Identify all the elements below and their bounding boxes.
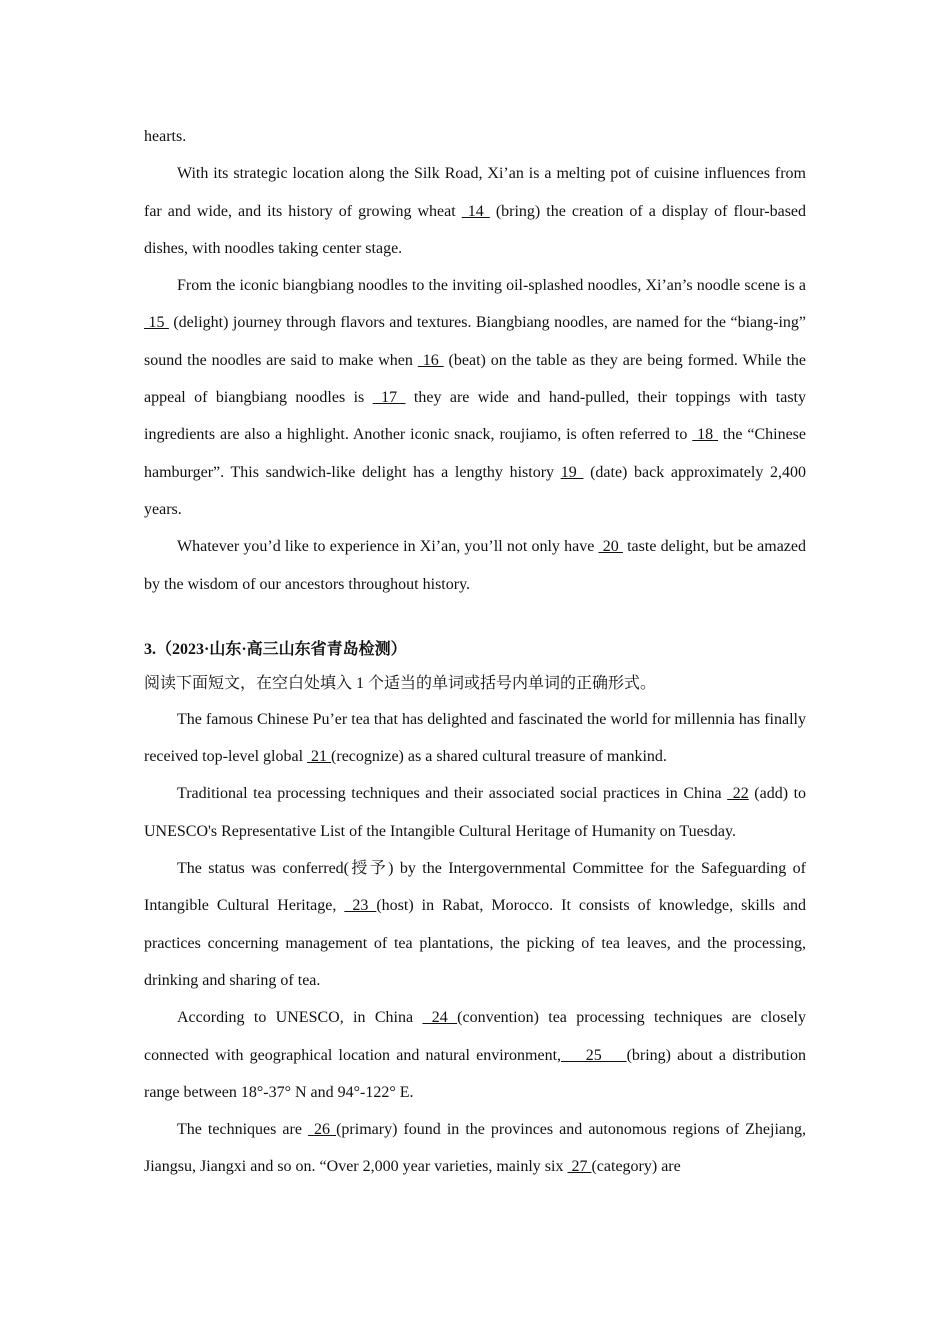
paragraph-geography bbox=[144, 999, 806, 1111]
blank-19[interactable]: 19 bbox=[560, 463, 584, 481]
blank-15[interactable]: 15 bbox=[144, 314, 169, 332]
text: the “Chinese hamburger”. This sandwich-like delight has a lengthy history bbox=[144, 426, 806, 481]
blank-26[interactable]: 26 bbox=[307, 1121, 337, 1139]
text: The techniques are bbox=[177, 1121, 308, 1139]
blank-27[interactable]: 27 bbox=[567, 1158, 592, 1176]
text: With its strategic location along the Silk Road, Xi’an is a melting pot of cuisine influences from far and wide, and its history of growing wheat bbox=[144, 165, 806, 220]
blank-18[interactable]: 18 bbox=[692, 426, 719, 444]
text: The famous Chinese Pu’er tea that has delighted and fascinated the world for millennia has finally received top-level global bbox=[144, 710, 806, 766]
blank-16[interactable]: 16 bbox=[417, 351, 444, 369]
text: (date) back approximately 2,400 years. bbox=[144, 463, 807, 518]
text: (recognize) as a shared cultural treasure of mankind. bbox=[331, 748, 667, 766]
text: they are wide and hand-pulled, their toppings with tasty ingredients are also a highlight. Another iconic snack, roujiamo, is often referred to bbox=[144, 389, 806, 444]
blank-24[interactable]: 24 bbox=[422, 1009, 458, 1027]
text: (bring) about a distribution range between 18°-37° N and 94°-122° E. bbox=[144, 1046, 807, 1101]
blank-21[interactable]: 21 bbox=[307, 748, 332, 766]
paragraph-silk-road bbox=[144, 155, 806, 267]
text: The status was conferred(授予) by the Intergovernmental Committee for the Safeguarding of Intangible Cultural Heritage, bbox=[144, 860, 806, 915]
paragraph-committee bbox=[144, 850, 806, 999]
text: From the iconic biangbiang noodles to the inviting oil-splashed noodles, Xi’an’s noodle scene is a bbox=[177, 277, 806, 295]
text: taste delight, but be amazed by the wisdom of our ancestors throughout history. bbox=[144, 538, 807, 593]
text: (convention) tea processing techniques are closely connected with geographical location and natural environment, bbox=[144, 1009, 807, 1064]
text: (category) are bbox=[591, 1158, 681, 1176]
document-page bbox=[144, 118, 806, 1186]
paragraph-provinces bbox=[144, 1111, 806, 1186]
blank-23[interactable]: 23 bbox=[344, 897, 377, 915]
text: (host) in Rabat, Morocco. It consists of knowledge, skills and practices concerning management of tea plantations, the picking of tea leaves, and the processing, drinking and sharing of tea. bbox=[144, 897, 806, 989]
paragraph-conclusion bbox=[144, 528, 806, 603]
question-3-instruction: 阅读下面短文，在空白处填入 1 个适当的单词或括号内单词的正确形式。 bbox=[144, 674, 657, 692]
text: (bring) the creation of a display of flour-based dishes, with noodles taking center stage. bbox=[144, 202, 807, 257]
text: According to UNESCO, in China bbox=[177, 1009, 423, 1027]
blank-25[interactable]: 25 bbox=[561, 1046, 627, 1064]
paragraph-unesco-list bbox=[144, 775, 806, 850]
text: (primary) found in the provinces and autonomous regions of Zhejiang, Jiangsu, Jiangxi and so on. “Over 2,000 year varieties, mainly six bbox=[144, 1121, 807, 1176]
paragraph-noodles bbox=[144, 267, 806, 528]
text: Traditional tea processing techniques and their associated social practices in China bbox=[177, 785, 728, 803]
spacer bbox=[144, 603, 806, 633]
blank-17[interactable]: 17 bbox=[372, 389, 406, 407]
text: (beat) on the table as they are being formed. While the appeal of biangbiang noodles is bbox=[144, 351, 807, 407]
passage-continuation: hearts. bbox=[144, 128, 187, 145]
blank-20[interactable]: 20 bbox=[598, 538, 623, 556]
text: (add) to UNESCO's Representative List of the Intangible Cultural Heritage of Humanity on Tuesday. bbox=[144, 785, 807, 840]
text: (delight) journey through flavors and textures. Biangbiang noodles, are named for the “biang-ing” sound the noodles are said to make when bbox=[144, 314, 806, 369]
paragraph-puer bbox=[144, 701, 806, 776]
question-3-heading: 3.（2023·山东·高三山东省青岛检测） bbox=[144, 640, 407, 658]
text: Whatever you’d like to experience in Xi’an, you’ll not only have bbox=[177, 538, 599, 556]
blank-14[interactable]: 14 bbox=[461, 202, 490, 220]
blank-22[interactable]: 22 bbox=[727, 785, 749, 803]
